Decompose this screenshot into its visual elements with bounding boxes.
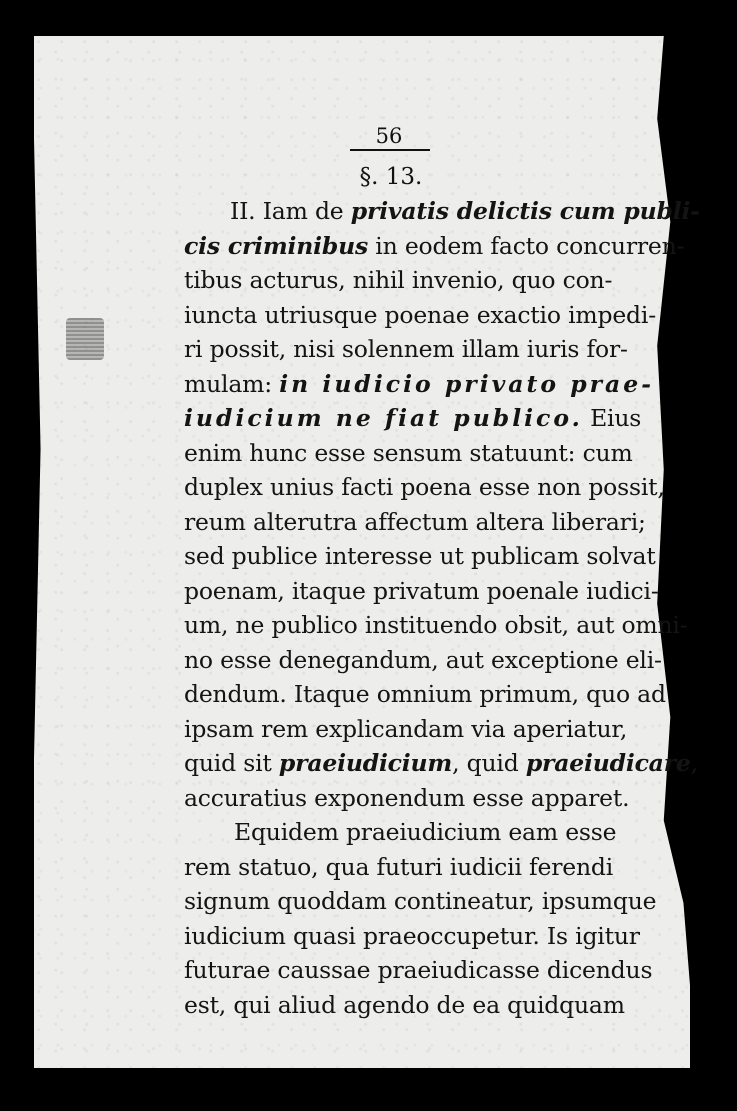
- text-segment: praeiudicium: [278, 749, 453, 777]
- text-segment: Eius: [582, 404, 642, 432]
- page-number-rule: [350, 149, 430, 151]
- text-segment: duplex unius facti poena esse non possit,: [184, 473, 665, 501]
- text-segment: iuncta utriusque poenae exactio impedi-: [184, 300, 656, 329]
- text-segment: mulam:: [184, 369, 280, 398]
- text-segment: ipsam rem explicandam via aperiatur,: [184, 714, 628, 743]
- text-segment: II. Iam de: [230, 197, 351, 225]
- text-line: [184, 815, 617, 850]
- text-segment: quid sit: [184, 749, 279, 777]
- page-number: 56: [375, 124, 403, 148]
- text-line: [184, 919, 640, 954]
- text-segment: tibus acturus, nihil invenio, quo con-: [184, 266, 613, 294]
- text-line: [184, 608, 688, 643]
- text-segment: poenam, itaque privatum poenale iudici-: [184, 576, 659, 605]
- text-line: [184, 332, 628, 367]
- text-line: [184, 884, 657, 919]
- text-segment: cis criminibus: [184, 231, 369, 260]
- text-segment: rem statuo, qua futuri iudicii ferendi: [184, 852, 614, 881]
- text-line: [184, 539, 656, 574]
- text-segment: enim hunc esse sensum statuunt: cum: [184, 438, 633, 467]
- text-segment: est, qui aliud agendo de ea quidquam: [184, 990, 625, 1019]
- text-segment: sed publice interesse ut publicam solvat: [184, 542, 656, 570]
- text-segment: privatis delictis cum publi-: [350, 197, 700, 225]
- text-line: [184, 643, 662, 678]
- text-line: [184, 574, 659, 609]
- text-line: [184, 677, 666, 712]
- text-segment: um, ne publico instituendo obsit, aut omni-: [184, 611, 688, 639]
- text-line: [184, 746, 698, 781]
- text-segment: praeiudicare: [525, 749, 691, 777]
- text-segment: in iudicio privato prae-: [279, 369, 654, 398]
- text-segment: reum alterutra affectum altera liberari;: [184, 507, 646, 536]
- section-heading: §. 13.: [359, 164, 423, 190]
- text-line: [184, 712, 628, 747]
- text-line: [184, 298, 656, 333]
- text-line: [184, 229, 685, 264]
- text-line: [184, 263, 612, 298]
- text-segment: , quid: [452, 749, 526, 777]
- text-segment: ri possit, nisi solennem illam iuris for-: [184, 335, 628, 363]
- text-segment: no esse denegandum, aut exceptione eli-: [184, 645, 662, 674]
- text-line: [184, 988, 625, 1023]
- text-segment: futurae caussae praeiudicasse dicendus: [184, 956, 653, 984]
- text-segment: iudicium ne fiat publico.: [184, 404, 583, 432]
- text-segment: Equidem praeiudicium eam esse: [234, 818, 617, 846]
- text-segment: signum quoddam contineatur, ipsumque: [184, 887, 657, 915]
- text-segment: accuratius exponendum esse apparet.: [184, 783, 630, 812]
- text-line: [184, 367, 654, 402]
- text-line: [184, 953, 653, 988]
- text-segment: ,: [690, 749, 698, 777]
- text-line: [184, 194, 700, 229]
- text-line: [184, 470, 665, 505]
- margin-ink-smudge: [66, 318, 104, 360]
- text-line: [184, 850, 612, 885]
- text-line: [184, 505, 646, 540]
- text-line: [184, 781, 630, 816]
- body-text: [184, 194, 700, 1022]
- text-segment: iudicium quasi praeoccupetur. Is igitur: [184, 921, 640, 950]
- text-segment: dendum. Itaque omnium primum, quo ad: [184, 680, 666, 708]
- text-line: [184, 436, 633, 471]
- text-segment: in eodem facto concurren-: [368, 231, 685, 260]
- text-line: [184, 401, 642, 436]
